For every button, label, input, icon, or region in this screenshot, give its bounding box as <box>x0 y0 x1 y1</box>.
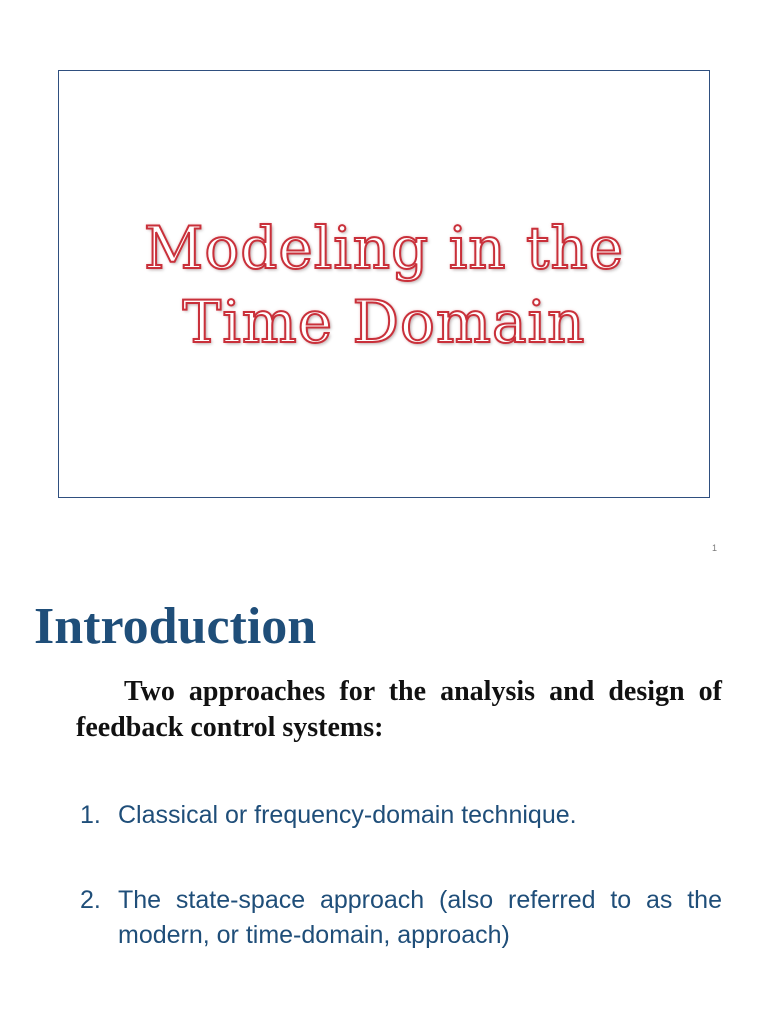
approach-list <box>80 798 722 953</box>
section-heading: Introduction <box>34 598 317 655</box>
slide-title-line-2: Time Domain <box>182 288 586 356</box>
list-item <box>80 883 722 953</box>
list-item-number: 1. <box>80 801 101 829</box>
list-item <box>80 798 722 833</box>
slide-title <box>59 211 709 359</box>
intro-paragraph: Two approaches for the analysis and design of feedback control systems: <box>76 676 722 743</box>
slide-title-line-1: Modeling in the <box>143 214 625 282</box>
list-item-text: Classical or frequency-domain technique. <box>118 801 577 829</box>
list-item-number: 2. <box>80 886 101 914</box>
title-slide-frame <box>58 70 710 498</box>
list-item-text: The state-space approach (also referred to as the modern, or time-domain, approach) <box>118 886 722 949</box>
page-number: 1 <box>712 543 718 553</box>
